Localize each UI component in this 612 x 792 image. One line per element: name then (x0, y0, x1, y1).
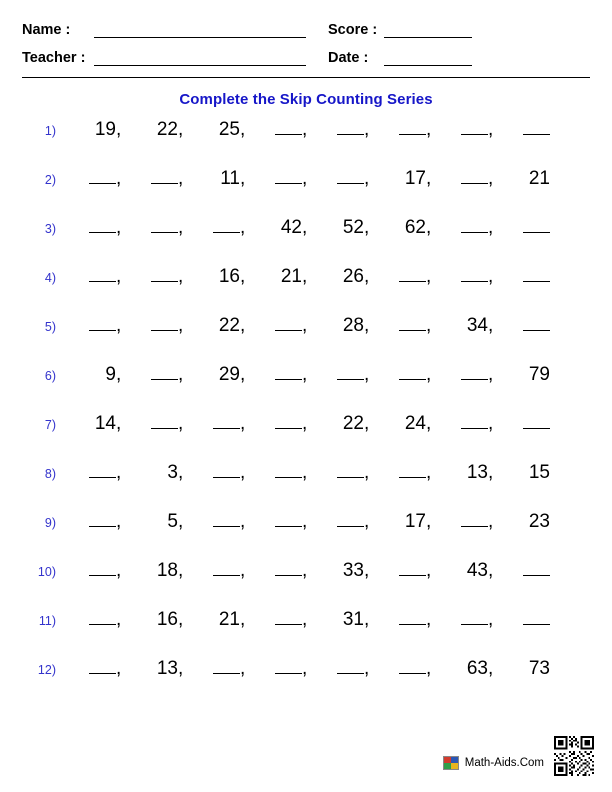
value-text: 33 (342, 560, 364, 581)
given-value (188, 168, 250, 190)
value-text: 62 (404, 217, 426, 238)
answer-blank[interactable] (374, 462, 436, 484)
comma-separator: , (240, 266, 246, 287)
value-text: 63 (466, 658, 488, 679)
value-text: 24 (404, 413, 426, 434)
comma-separator: , (488, 217, 494, 238)
value-text: 52 (342, 217, 364, 238)
score-label: Score : (328, 22, 378, 38)
comma-separator: , (426, 315, 432, 336)
answer-blank[interactable] (250, 658, 312, 680)
worksheet-footer (0, 738, 612, 778)
answer-blank[interactable] (250, 560, 312, 582)
answer-blank[interactable] (64, 217, 126, 239)
answer-blank[interactable] (436, 511, 498, 533)
score-input[interactable] (384, 20, 472, 38)
comma-separator: , (426, 119, 432, 140)
answer-blank[interactable] (436, 119, 498, 141)
date-input[interactable] (384, 48, 472, 66)
problem-row (22, 266, 590, 315)
problem-number: 8) (44, 467, 56, 481)
answer-blank[interactable] (188, 560, 250, 582)
comma-separator: , (364, 315, 370, 336)
answer-blank[interactable] (250, 609, 312, 631)
given-value (312, 315, 374, 337)
comma-separator: , (240, 119, 246, 140)
given-value (250, 217, 312, 239)
given-value (374, 511, 436, 533)
value-text: 28 (342, 315, 364, 336)
value-text: 23 (528, 511, 550, 532)
answer-blank[interactable] (436, 168, 498, 190)
given-value (126, 462, 188, 484)
value-text: 5 (167, 511, 178, 532)
comma-separator: , (426, 364, 432, 385)
value-text: 16 (218, 266, 240, 287)
comma-separator: , (116, 609, 122, 630)
problem-cells (64, 462, 590, 484)
problem-number: 6) (44, 369, 56, 383)
answer-blank[interactable] (188, 413, 250, 435)
comma-separator: , (116, 315, 122, 336)
comma-separator: , (426, 413, 432, 434)
comma-separator: , (240, 168, 246, 189)
answer-blank[interactable] (250, 119, 312, 141)
comma-separator: , (302, 413, 308, 434)
given-value (436, 658, 498, 680)
given-value (498, 511, 560, 533)
comma-separator: , (364, 511, 370, 532)
given-value (374, 217, 436, 239)
comma-separator: , (302, 217, 308, 238)
comma-separator: , (364, 168, 370, 189)
answer-blank[interactable] (374, 609, 436, 631)
comma-separator: , (116, 413, 122, 434)
comma-separator: , (488, 315, 494, 336)
comma-separator: , (178, 413, 184, 434)
problem-list (22, 119, 590, 707)
problem-number: 11) (38, 614, 56, 628)
comma-separator: , (426, 266, 432, 287)
answer-blank[interactable] (436, 413, 498, 435)
comma-separator: , (116, 511, 122, 532)
problem-row (22, 315, 590, 364)
comma-separator: , (178, 560, 184, 581)
given-value (126, 609, 188, 631)
comma-separator: , (240, 413, 246, 434)
value-text: 16 (156, 609, 178, 630)
comma-separator: , (178, 119, 184, 140)
answer-blank[interactable] (188, 511, 250, 533)
answer-blank[interactable] (374, 364, 436, 386)
answer-blank[interactable] (250, 511, 312, 533)
given-value (436, 560, 498, 582)
value-text: 29 (218, 364, 240, 385)
value-text: 26 (342, 266, 364, 287)
value-text: 17 (404, 511, 426, 532)
problem-cells (64, 560, 590, 582)
problem-row (22, 511, 590, 560)
given-value (374, 413, 436, 435)
problem-cells (64, 511, 590, 533)
problem-cells (64, 315, 590, 337)
answer-blank[interactable] (312, 511, 374, 533)
problem-cells (64, 168, 590, 190)
comma-separator: , (240, 609, 246, 630)
given-value (126, 511, 188, 533)
answer-blank[interactable] (126, 168, 188, 190)
problem-number: 2) (44, 173, 56, 187)
problem-row (22, 364, 590, 413)
answer-blank[interactable] (312, 364, 374, 386)
answer-blank[interactable] (188, 658, 250, 680)
problem-number: 12) (37, 663, 56, 677)
value-text: 73 (528, 658, 550, 679)
comma-separator: , (178, 168, 184, 189)
comma-separator: , (178, 658, 184, 679)
comma-separator: , (116, 658, 122, 679)
given-value (126, 119, 188, 141)
given-value (250, 266, 312, 288)
problem-cells (64, 364, 590, 386)
header-divider (22, 77, 590, 78)
answer-blank[interactable] (374, 315, 436, 337)
name-input[interactable] (94, 20, 306, 38)
answer-blank[interactable] (126, 217, 188, 239)
problem-row (22, 413, 590, 462)
given-value (312, 413, 374, 435)
answer-blank[interactable] (250, 462, 312, 484)
value-text: 18 (156, 560, 178, 581)
value-text: 31 (342, 609, 364, 630)
answer-blank[interactable] (498, 560, 560, 582)
value-text: 19 (94, 119, 116, 140)
given-value (188, 609, 250, 631)
problem-row (22, 658, 590, 707)
comma-separator: , (488, 364, 494, 385)
answer-blank[interactable] (126, 266, 188, 288)
comma-separator: , (364, 119, 370, 140)
value-text: 11 (220, 168, 240, 189)
answer-blank[interactable] (312, 462, 374, 484)
answer-blank[interactable] (64, 168, 126, 190)
comma-separator: , (240, 462, 246, 483)
comma-separator: , (302, 315, 308, 336)
given-value (126, 658, 188, 680)
comma-separator: , (116, 266, 122, 287)
problem-row (22, 168, 590, 217)
answer-blank[interactable] (250, 413, 312, 435)
comma-separator: , (116, 217, 122, 238)
given-value (436, 462, 498, 484)
answer-blank[interactable] (250, 315, 312, 337)
page-title: Complete the Skip Counting Series (179, 91, 433, 108)
worksheet-header (22, 0, 590, 78)
comma-separator: , (364, 658, 370, 679)
problem-cells (64, 119, 590, 141)
name-label: Name : (22, 22, 71, 38)
comma-separator: , (302, 119, 308, 140)
given-value (188, 266, 250, 288)
comma-separator: , (116, 560, 122, 581)
value-text: 13 (156, 658, 178, 679)
given-value (188, 315, 250, 337)
answer-blank[interactable] (498, 315, 560, 337)
value-text: 17 (404, 168, 426, 189)
value-text: 42 (280, 217, 302, 238)
answer-blank[interactable] (498, 609, 560, 631)
comma-separator: , (178, 609, 184, 630)
comma-separator: , (426, 462, 432, 483)
answer-blank[interactable] (312, 168, 374, 190)
header-row-teacher (22, 38, 590, 66)
comma-separator: , (364, 462, 370, 483)
comma-separator: , (426, 511, 432, 532)
given-value (64, 413, 126, 435)
comma-separator: , (364, 560, 370, 581)
answer-blank[interactable] (126, 413, 188, 435)
math-aids-logo-icon (443, 756, 459, 770)
date-label: Date : (328, 50, 369, 66)
given-value (312, 560, 374, 582)
answer-blank[interactable] (64, 315, 126, 337)
value-text: 21 (280, 266, 302, 287)
comma-separator: , (426, 560, 432, 581)
answer-blank[interactable] (436, 364, 498, 386)
answer-blank[interactable] (436, 609, 498, 631)
comma-separator: , (364, 609, 370, 630)
teacher-label: Teacher : (22, 50, 86, 66)
answer-blank[interactable] (436, 266, 498, 288)
header-row-name (22, 10, 590, 38)
value-text: 43 (466, 560, 488, 581)
given-value (498, 168, 560, 190)
value-text: 22 (342, 413, 364, 434)
comma-separator: , (426, 168, 432, 189)
comma-separator: , (178, 511, 184, 532)
qr-code-icon (554, 736, 594, 776)
problem-number: 9) (44, 516, 56, 530)
answer-blank[interactable] (64, 511, 126, 533)
comma-separator: , (240, 315, 246, 336)
answer-blank[interactable] (498, 119, 560, 141)
answer-blank[interactable] (374, 658, 436, 680)
comma-separator: , (302, 168, 308, 189)
given-value (64, 364, 126, 386)
comma-separator: , (178, 217, 184, 238)
comma-separator: , (302, 364, 308, 385)
given-value (312, 266, 374, 288)
value-text: 21 (218, 609, 240, 630)
given-value (436, 315, 498, 337)
answer-blank[interactable] (250, 168, 312, 190)
value-text: 22 (218, 315, 240, 336)
given-value (126, 560, 188, 582)
comma-separator: , (302, 560, 308, 581)
value-text: 21 (528, 168, 550, 189)
comma-separator: , (302, 658, 308, 679)
value-text: 9 (105, 364, 116, 385)
answer-blank[interactable] (64, 609, 126, 631)
problem-row (22, 119, 590, 168)
comma-separator: , (116, 168, 122, 189)
comma-separator: , (302, 266, 308, 287)
problem-number: 3) (44, 222, 56, 236)
problem-cells (64, 658, 590, 680)
answer-blank[interactable] (64, 266, 126, 288)
comma-separator: , (426, 217, 432, 238)
answer-blank[interactable] (312, 658, 374, 680)
given-value (64, 119, 126, 141)
problem-number: 7) (44, 418, 56, 432)
value-text: 34 (466, 315, 488, 336)
problem-cells (64, 609, 590, 631)
problem-number: 5) (44, 320, 56, 334)
answer-blank[interactable] (126, 364, 188, 386)
problem-row (22, 217, 590, 266)
comma-separator: , (178, 364, 184, 385)
brand-label: Math-Aids.Com (464, 757, 544, 769)
comma-separator: , (240, 560, 246, 581)
comma-separator: , (426, 658, 432, 679)
problem-cells (64, 217, 590, 239)
comma-separator: , (488, 560, 494, 581)
comma-separator: , (240, 511, 246, 532)
answer-blank[interactable] (64, 560, 126, 582)
value-text: 22 (156, 119, 178, 140)
given-value (498, 364, 560, 386)
comma-separator: , (488, 511, 494, 532)
answer-blank[interactable] (312, 119, 374, 141)
comma-separator: , (488, 168, 494, 189)
comma-separator: , (302, 609, 308, 630)
comma-separator: , (488, 462, 494, 483)
problem-cells (64, 413, 590, 435)
comma-separator: , (364, 364, 370, 385)
problem-row (22, 462, 590, 511)
comma-separator: , (364, 266, 370, 287)
problem-cells (64, 266, 590, 288)
answer-blank[interactable] (436, 217, 498, 239)
comma-separator: , (240, 658, 246, 679)
comma-separator: , (488, 658, 494, 679)
answer-blank[interactable] (374, 119, 436, 141)
comma-separator: , (488, 413, 494, 434)
brand (443, 756, 544, 770)
given-value (312, 609, 374, 631)
answer-blank[interactable] (498, 217, 560, 239)
given-value (498, 658, 560, 680)
answer-blank[interactable] (498, 413, 560, 435)
answer-blank[interactable] (374, 266, 436, 288)
comma-separator: , (178, 266, 184, 287)
value-text: 13 (466, 462, 488, 483)
comma-separator: , (178, 315, 184, 336)
answer-blank[interactable] (188, 462, 250, 484)
value-text: 14 (94, 413, 116, 434)
comma-separator: , (488, 119, 494, 140)
value-text: 3 (167, 462, 178, 483)
answer-blank[interactable] (64, 658, 126, 680)
teacher-input[interactable] (94, 48, 306, 66)
comma-separator: , (364, 217, 370, 238)
answer-blank[interactable] (64, 462, 126, 484)
answer-blank[interactable] (498, 266, 560, 288)
given-value (374, 168, 436, 190)
comma-separator: , (364, 413, 370, 434)
answer-blank[interactable] (250, 364, 312, 386)
comma-separator: , (240, 217, 246, 238)
problem-number: 10) (37, 565, 56, 579)
given-value (498, 462, 560, 484)
comma-separator: , (116, 462, 122, 483)
problem-number: 1) (44, 124, 56, 138)
comma-separator: , (488, 609, 494, 630)
comma-separator: , (488, 266, 494, 287)
comma-separator: , (178, 462, 184, 483)
comma-separator: , (116, 119, 122, 140)
problem-number: 4) (44, 271, 56, 285)
value-text: 25 (218, 119, 240, 140)
value-text: 15 (528, 462, 550, 483)
comma-separator: , (426, 609, 432, 630)
comma-separator: , (240, 364, 246, 385)
given-value (188, 119, 250, 141)
answer-blank[interactable] (188, 217, 250, 239)
problem-row (22, 560, 590, 609)
answer-blank[interactable] (374, 560, 436, 582)
value-text: 79 (528, 364, 550, 385)
given-value (312, 217, 374, 239)
comma-separator: , (302, 462, 308, 483)
comma-separator: , (302, 511, 308, 532)
given-value (188, 364, 250, 386)
answer-blank[interactable] (126, 315, 188, 337)
problem-row (22, 609, 590, 658)
comma-separator: , (116, 364, 122, 385)
